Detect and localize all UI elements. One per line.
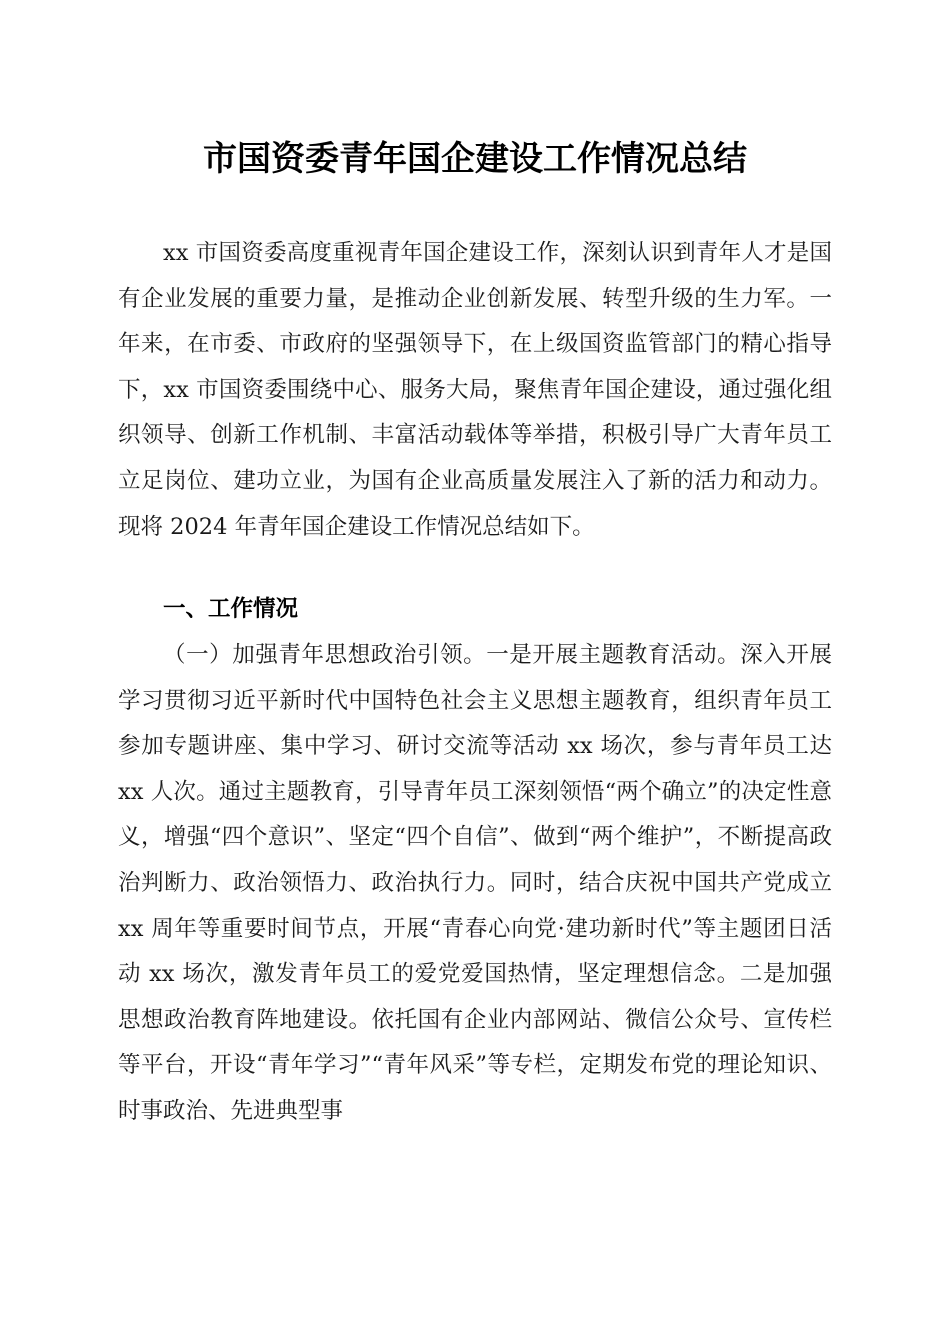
section-heading-work-status: 一、工作情况: [163, 596, 299, 622]
intro-paragraph: xx 市国资委高度重视青年国企建设工作，深刻认识到青年人才是国有企业发展的重要力量，是推动企业创新发展、转型升级的生力军。一年来，在市委、市政府的坚强领导下，在上级国资监管部门的精心指导下，xx 市国资委围绕中心、服务大局，聚焦青年国企建设，通过强化组织领导、创新工作机制、丰富活动载体等举措，积极引导广大青年员工立足岗位、建功立业，为国有企业高质量发展注入了新的活力和动力。现将 2024 年青年国企建设工作情况总结如下。: [118, 240, 832, 540]
document-title: 市国资委青年国企建设工作情况总结: [203, 139, 747, 179]
section-paragraph-ideological-guidance: （一）加强青年思想政治引领。一是开展主题教育活动。深入开展学习贯彻习近平新时代中国特色社会主义思想主题教育，组织青年员工参加专题讲座、集中学习、研讨交流等活动 xx 场次，参与青年员工达 xx 人次。通过主题教育，引导青年员工深刻领悟“两个确立”的决定性意义，增强“四个意识”、坚定“四个自信”、做到“两个维护”，不断提高政治判断力、政治领悟力、政治执行力。同时，结合庆祝中国共产党成立 xx 周年等重要时间节点，开展“青春心向党·建功新时代”等主题团日活动 xx 场次，激发青年员工的爱党爱国热情，坚定理想信念。二是加强思想政治教育阵地建设。依托国有企业内部网站、微信公众号、宣传栏等平台，开设“青年学习”“青年风采”等专栏，定期发布党的理论知识、时事政治、先进典型事: [118, 642, 832, 1124]
